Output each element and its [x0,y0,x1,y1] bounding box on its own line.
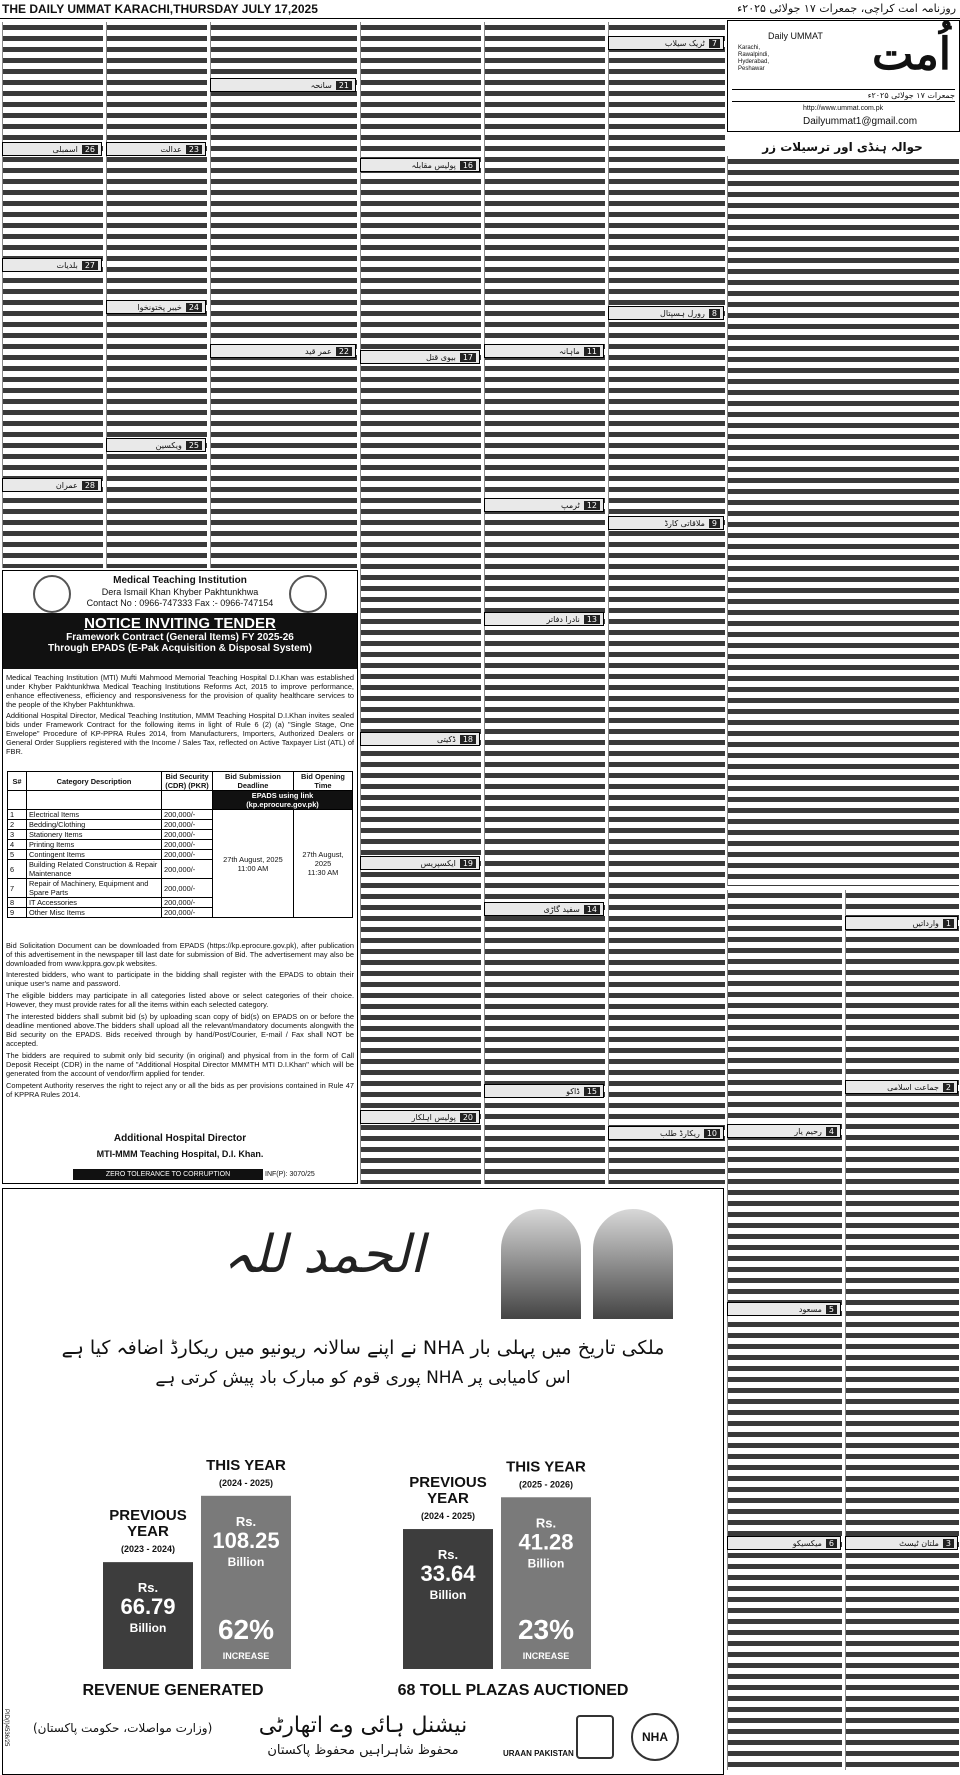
section-heading: 13 نادرا دفاتر [484,612,604,626]
section-heading: 9 ملاقاتی کارڈ [608,516,724,530]
chart-title: 68 TOLL PLAZAS AUCTIONED [397,1682,629,1699]
nha-footer-tagline: محفوظ شاہراہیں محفوظ پاکستان [267,1743,459,1758]
tender-signatory-org: MTI-MMM Teaching Hospital, D.I. Khan. [96,1149,264,1159]
section-heading: 16 پولیس مقابلہ [360,158,480,172]
urdu-dateline: روزنامہ امت کراچی، جمعرات ۱۷ جولائی ۲۰۲۵ء [737,2,956,15]
tender-contact: Contact No : 0966-747333 Fax :- 0966-747154 [86,598,274,608]
revenue-charts [3,1399,723,1729]
deadline-time: 11:00 AM [237,863,269,873]
section-heading: 15 ڈاکو [484,1084,604,1098]
uraan-pakistan-logo: URAAN PAKISTAN [503,1749,574,1758]
bar-category-label: (2024 - 2025) [218,1477,274,1488]
bar-currency-label: Rs. [535,1515,557,1531]
government-emblem-icon [576,1715,614,1759]
section-heading: 18 ڈکیتی [360,732,480,746]
table-row: 4 Printing Items 200,000/- [8,840,353,850]
tender-subtitle-1: Framework Contract (General Items) FY 2025-26 [66,632,294,643]
section-heading: 2 جماعت اسلامی [845,1080,958,1094]
tender-institution: Medical Teaching Institution [113,575,247,586]
masthead-date: جمعرات ۱۷ جولائی ۲۰۲۵ء [732,89,955,102]
section-heading: 20 پولیس اہلکار [360,1110,480,1124]
table-header: Bid Security (CDR) (PKR) [162,772,213,791]
tender-signatory: Additional Hospital Director [113,1133,247,1144]
section-heading: 19 ایکسپریس [360,856,480,870]
alhamdulillah-calligraphy: الحمد للہ [223,1225,425,1285]
section-heading: 28 عمران [2,478,102,492]
section-heading: 26 اسمبلی [2,142,102,156]
table-header: Category Description [27,772,162,791]
section-heading: 14 سفید گاڑی [484,902,604,916]
section-heading: 8 رورل ہسپتال [608,306,724,320]
bar-category-label: THIS YEAR [506,1458,586,1476]
section-heading: 27 بلدیات [2,258,102,272]
section-heading: 23 عدالت [106,142,206,156]
deadline-date: 27th August, 2025 [223,854,283,864]
section-heading: 1 وارداتیں [845,916,958,930]
tender-location: Dera Ismail Khan Khyber Pakhtunkhwa [101,587,259,597]
pid-code: PID(I)4536/25 [3,1709,9,1747]
section-heading: 5 مسعود [727,1302,841,1316]
table-row: 2 Bedding/Clothing 200,000/- [8,820,353,830]
section-heading: 17 بیوی قتل [360,350,480,364]
bar-currency-label: Rs. [137,1580,159,1596]
tender-title: NOTICE INVITING TENDER [84,615,276,632]
english-dateline: THE DAILY UMMAT KARACHI,THURSDAY JULY 17,2025 [2,2,318,16]
news-column-3 [210,22,357,568]
zero-tolerance-banner: ZERO TOLERANCE TO CORRUPTION [73,1169,263,1180]
page-header [0,0,960,19]
section-heading: 7 ٹریک سیلاب [608,36,724,50]
portrait-photo-2 [593,1209,673,1319]
tender-paragraph: Interested bidders, who want to participate in the bidding shall register with the EPADS to obtain their unique user's name and password. [6,970,354,988]
section-heading: 3 ملتان ٹیسٹ [845,1536,958,1550]
section-heading: 6 میکسیکو [727,1536,841,1550]
bar-value-label: 108.25 [212,1527,280,1553]
bar-category-label: PREVIOUS [409,1474,487,1492]
news-column-4 [360,22,481,1184]
section-heading: 11 ماہانہ [484,344,604,358]
bar-currency-label: Rs. [437,1547,459,1563]
bar-category-label: YEAR [127,1523,169,1541]
masthead-cities: Karachi, Rawalpindi, Hyderabad, Peshawar [738,45,770,72]
bar-unit-label: Billion [527,1556,565,1571]
section-heading: 4 رحیم یار [727,1124,841,1138]
editorial-title: حوالہ ہنڈی اور ترسیلات زر [762,140,923,154]
section-heading: 24 خیبر پختونخوا [106,300,206,314]
table-cell [27,791,162,810]
opening-time: 11:30 AM [307,868,339,877]
tender-paragraph: Competent Authority reserves the right to reject any or all the bids as per provisions contained in Rule 47 of KPPRA Rules 2014. [6,1081,354,1099]
table-row: 9 Other Misc Items 200,000/- [8,908,353,918]
bar-value-label: 41.28 [518,1529,574,1555]
table-header: Bid Submission Deadline [213,772,294,791]
bar-category-label: YEAR [427,1490,469,1508]
masthead-email: Dailyummat1@gmail.com [803,116,918,127]
news-column-2 [106,22,207,568]
news-column-9 [845,890,959,1770]
bar-value-label: 33.64 [420,1561,476,1587]
masthead [727,20,960,132]
tender-paragraph: Bid Solicitation Document can be downloaded from EPADS (https://kp.eprocure.gov.pk), after publication of this advertisement in the newspaper till last date for submission of Bid. The advertisement may also be downloaded from www.kppra.gov.pk websites. [6,941,354,968]
bar-category-label: (2024 - 2025) [420,1511,476,1522]
tender-table [7,771,353,918]
chart-title: REVENUE GENERATED [82,1682,264,1699]
masthead-url: http://www.ummat.com.pk [803,105,884,112]
bar-unit-label: Billion [227,1554,265,1569]
table-header: Bid Opening Time [293,772,352,791]
news-column-5 [484,22,605,1184]
section-heading: 12 ٹرمپ [484,498,604,512]
bar-unit-label: Billion [129,1621,167,1636]
section-heading: 10 ریکارڈ طلب [608,1126,724,1140]
tender-paragraph: The interested bidders shall submit bid (s) by uploading scan copy of bid(s) on EPADS on or before the deadline mentioned above.The bidders shall upload all the relevant/mandatory documents alongwith the Bid security on the EPADS. Bids received through by hand/Post/Courier, E-mail / Fax shall NOT be accepted. [6,1012,354,1048]
bar-category-label: (2025 - 2026) [518,1479,574,1490]
bar-value-label: 66.79 [120,1594,176,1620]
bar-category-label: (2023 - 2024) [120,1544,176,1555]
table-row: 7 Repair of Machinery, Equipment and Spare Parts 200,000/- [8,879,353,898]
opening-date: 27th August, 2025 [302,850,344,868]
increase-label: INCREASE [222,1651,270,1661]
tender-paragraph: Additional Hospital Director, Medical Teaching Institution, MMM Teaching Hospital D.I.Khan invites sealed bids under Framework Contract for the following items in light of Rule 6 (2) (a) "Single Stage, One Envelope" Procedure of KP-PPRA Rules 2014, from Manufacturers, Importers, Authorized Dealers or General Order Suppliers registered with the Income / Sales Tax, reflected on Active Taxpayer List (ATL) of FBR. [6,711,354,756]
nha-advertisement [2,1188,724,1775]
epads-link: EPADS using link (kp.eprocure.gov.pk) [213,791,353,810]
nha-footer-name: نیشنل ہائی وے اتھارٹی [258,1713,468,1738]
tender-banner [3,613,357,669]
table-row: 3 Stationery Items 200,000/- [8,830,353,840]
table-row: 5 Contingent Items 200,000/- [8,850,353,860]
table-row: 1 Electrical Items 200,000/- 27th August, 2025 11:00 AM 27th August, 2025 11:30 AM [8,810,353,820]
nha-footer [3,1709,723,1773]
masthead-logo: اُمت [872,29,951,80]
tender-notice [2,570,358,1184]
portrait-photo-1 [501,1209,581,1319]
tender-subtitle-2: Through EPADS (E-Pak Acquisition & Disposal System) [48,643,312,654]
table-cell [8,791,27,810]
table-cell [162,791,213,810]
tender-paragraph: The eligible bidders may participate in all categories listed above or select categories of their choice. However, they must provide rates for all the items within each selected category. [6,991,354,1009]
editorial-body [727,156,959,886]
section-heading: 22 عمر قید [210,344,356,358]
inf-code: INF(P): 3070/25 [265,1171,315,1178]
bar-category-label: PREVIOUS [109,1507,187,1525]
news-column-6 [608,22,725,1184]
bar-currency-label: Rs. [235,1513,257,1529]
bar-category-label: THIS YEAR [206,1456,286,1474]
news-column-8 [727,890,842,1770]
nha-subheadline: اس کامیابی پر NHA پوری قوم کو مبارک باد پیش کرتی ہے [155,1368,571,1388]
increase-label: INCREASE [522,1651,570,1661]
table-header: S# [8,772,27,791]
nha-headline: ملکی تاریخ میں پہلی بار NHA نے اپنے سالانہ ریونیو میں ریکارڈ اضافہ کیا ہے [61,1337,665,1359]
tender-paragraph: The bidders are required to submit only bid security (in original) and physical from in the form of Call Deposit Receipt (CDR) in the name of "Additional Hospital Director MMMTH MTI D.I.Khan" which will be generated from the account of vendor/firm applied for tender. [6,1051,354,1078]
section-heading: 21 سانحہ [210,78,356,92]
table-row: 6 Building Related Construction & Repair Maintenance 200,000/- [8,860,353,879]
tender-paragraph: Medical Teaching Institution (MTI) Mufti Mahmood Memorial Teaching Hospital D.I.Khan was established under Khyber Pakhtunkhwa Medical Teaching Institutions Reforms Act, 2015 to improve performance, enhance effectiveness, efficiency and responsiveness for the provision of quality healthcare services to the people of the Khyber Pakhtunkhwa. [6,673,354,709]
nha-logo: NHA [631,1713,679,1761]
increase-percent: 62% [217,1614,275,1645]
masthead-daily: Daily UMMAT [768,31,823,41]
ministry-label: (وزارت مواصلات، حکومت پاکستان) [33,1721,213,1735]
increase-percent: 23% [517,1614,575,1645]
table-row: 8 IT Accessories 200,000/- [8,898,353,908]
section-heading: 25 ویکسین [106,438,206,452]
bar-unit-label: Billion [429,1588,467,1603]
